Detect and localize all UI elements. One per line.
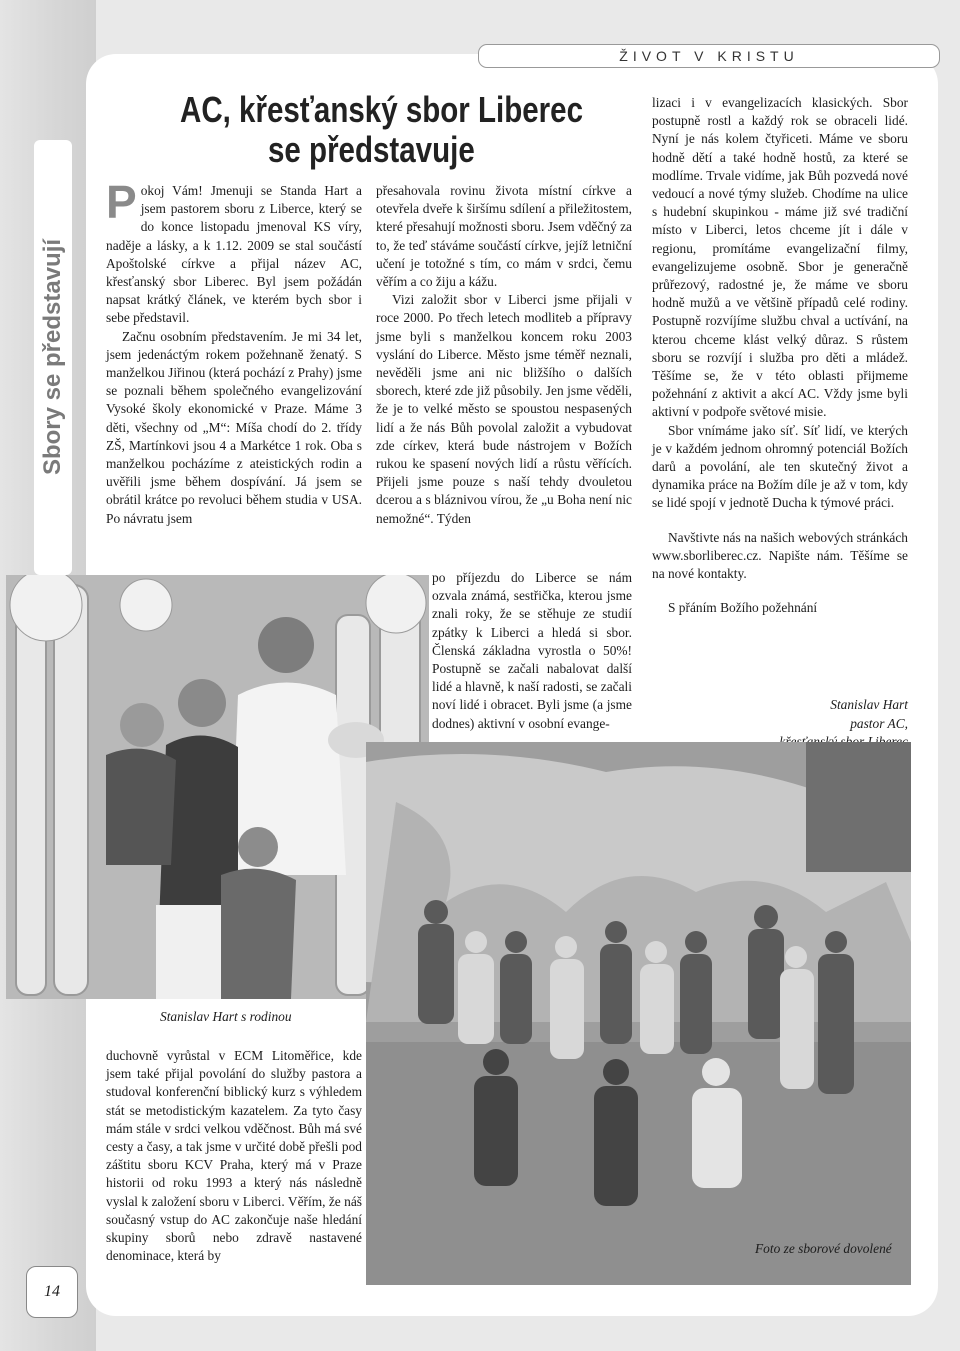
headline-line-1: AC, křesťanský sbor Liberec bbox=[180, 89, 584, 130]
article-closing: S přáním Božího požehnání bbox=[668, 600, 818, 616]
article-paragraph: po příjezdu do Liberce se nám ozvala známá, sestřička, kterou jsme znali roky, že se stěhuje ze studií zpátky k Liberci a hledá si sbor. Členská základna vyrostla o 50%! Postupně se začali nabalovat další lidé a hlavně, k naší radosti, se začali noví lidé i obracet. Byli jsme (a jsme dodnes) aktivní v osobní evange- bbox=[432, 570, 632, 731]
article-column-2-continued bbox=[432, 569, 632, 733]
headline-line-2: se představuje bbox=[268, 129, 475, 170]
section-header: ŽIVOT V KRISTU bbox=[478, 44, 940, 68]
article-paragraph: Vizi založit sbor v Liberci jsme přijali v roce 2000. Po třech letech modliteb a přípravy jsme byli s manželkou koncem roku 2003 vyslání do Liberce. Město jsme téměř neznali, nevěděli jsme ani nic bližšího o dalších sborech, které zde již působily. Jen jsme věděli, že je to velké město se spoustou nespasených lidí a že nás Bůh povolal založit a vybudovat zde církev, která bude nástrojem v Božích rukou ke spasení nových lidí a růstu věřících. Přijeli jsme pouze s naší tehdy dvouletou dcerou a s bláznivou vírou, že „u Boha není nic nemožné“. Týden bbox=[376, 292, 632, 526]
family-photo-caption: Stanislav Hart s rodinou bbox=[160, 1009, 292, 1024]
article-paragraph: Navštivte nás na našich webových stránkách www.sborliberec.cz. Napište nám. Těšíme se na nové kontakty. bbox=[652, 529, 908, 582]
article-paragraph bbox=[106, 176, 362, 328]
section-side-title: Sbory se představují bbox=[39, 238, 66, 476]
drop-cap: P bbox=[106, 176, 137, 228]
article-column-2 bbox=[376, 182, 632, 528]
signature-role: pastor AC, bbox=[850, 715, 908, 731]
page-number: 14 bbox=[26, 1266, 78, 1318]
article-text: okoj Vám! Jmenuji se Standa Hart a jsem pastorem sboru z Liberce, který se do konce listopadu jmenoval KS víry, naděje a lásky, a k 1.12. 2009 se stal součástí Apoštolské církve a přijal název AC, křesťanský sbor Liberec. Byl jsem požádán napsat krátký článek, ve kterém bych sbor i sebe představil. bbox=[106, 183, 362, 326]
article-paragraph: přesahovala rovinu života místní církve a otevřela dveře k širšímu sdílení a přiležitostem, které přesahují možnosti sboru. Jsem vděčný za to, že teď stáváme součástí církve, jejíž letniční učení je totožné s tím, co mám v srdci, čemu věřím a co žiju a kážu. bbox=[376, 183, 632, 290]
group-photo-caption: Foto ze sborové dovolené bbox=[755, 1241, 892, 1256]
article-paragraph: duchovně vyrůstal v ECM Litoměřice, kde jsem také přijal povolání do služby pastora a studoval konferenční biblický kurz s výhledem stát se metodistickým kazatelem. Za tyto časy mám stále v srdci velkou vděčnost. Bůh má své cesty a časy, a tak jsme v určité době přešli pod záštitu sboru KCV Praha, který má v Praze historii od roku 1993 a který nás následně vyslal k založení sboru v Liberci. Věřím, že náš současný vstup do AC zakončuje naše hledání skupiny sborů nebo zdravě nastavené denominace, která by bbox=[106, 1048, 362, 1264]
article-paragraph: lizaci i v evangelizacích klasických. Sbor postupně rostl a každý rok se obraceli lidé. Nyní je nás kolem čtyřiceti. Máme ve sboru hodně dětí a také hodně hostů, za které se modlíme. Trvale vidíme, jak Bůh pozvedá nové vedoucí a nové týmy služeb. Chodíme na ulice s hudební skupinkou - máme již své tradiční místo v Liberci, letos chceme jít i dále v regionu, promítáme evangelizační filmy, evangelizujeme osobně. Sbor je generačně průřezový, radostné je, že máme ve sboru hodně mužů a ve většině případů celé rodiny. Postupně rozvíjíme službu chval a uctívání, na kterou chceme klást velký důraz. S růstem sboru se rozvíjí i služba pro děti a mládež. Těšíme se, že v této oblasti přijmeme požehnání z aktivit a akcí AC. Vždy jsme byli aktivní v podpoře světové misie. bbox=[652, 95, 908, 420]
article-paragraph: Sbor vnímáme jako síť. Síť lidí, ve kterých je v každém jednom ohromný potenciál Božích darů a povolání, ale ten skutečný život a dynamika práce na Božím díle je až v tom, kdy se lidé spojí v jednotě Ducha k týmové práci. bbox=[652, 422, 908, 511]
article-column-3 bbox=[652, 94, 908, 617]
group-photo bbox=[366, 742, 911, 1285]
article-column-1-continued bbox=[106, 1047, 362, 1265]
article-paragraph: Začnu osobním představením. Je mi 34 let, jsem jedenáctým rokem požehnaně ženatý. S manželkou Jiřinou (která pochází z Prahy) jsme se poznali během společného evangelizování Vysoké školy ekonomické v Praze. Máme 3 děti, všechny od „M“: Míša chodí do 2. třídy ZŠ, Martínkovi jsou 4 a Markétce 1 rok. Oba s manželkou pocházíme z ateistických rodin a uvěřili jsme během dospívání. Já jsem se obrátil krátce po revoluci během studia v USA. Po návratu jsem bbox=[106, 328, 362, 526]
article-column-1 bbox=[106, 176, 362, 528]
signature-name: Stanislav Hart bbox=[830, 697, 908, 712]
